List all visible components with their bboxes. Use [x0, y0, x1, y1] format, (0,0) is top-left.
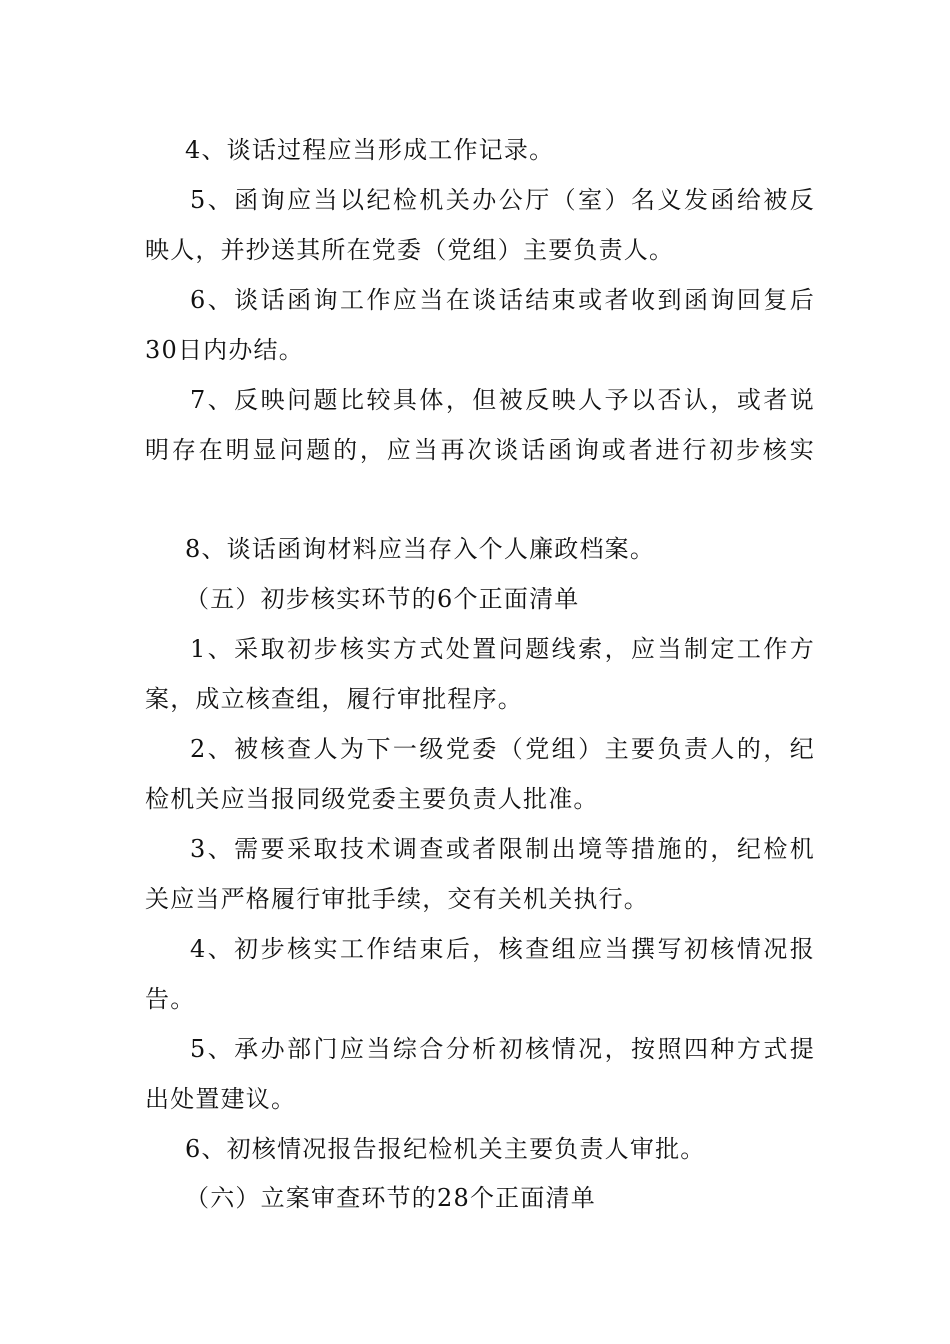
paragraph-line: 3、需要采取技术调查或者限制出境等措施的，纪检机 — [190, 835, 815, 863]
section-heading: （六）立案审查环节的28个正面清单 — [185, 1184, 596, 1212]
section-heading: （五）初步核实环节的6个正面清单 — [185, 585, 580, 613]
paragraph-line: 6、初核情况报告报纪检机关主要负责人审批。 — [185, 1135, 706, 1163]
paragraph-line: 4、初步核实工作结束后，核查组应当撰写初核情况报 — [190, 935, 815, 963]
paragraph-line: 5、函询应当以纪检机关办公厅（室）名义发函给被反 — [190, 186, 815, 214]
paragraph-line: 告。 — [145, 985, 196, 1013]
paragraph-line: 7、反映问题比较具体，但被反映人予以否认，或者说 — [190, 386, 815, 414]
paragraph-line: 检机关应当报同级党委主要负责人批准。 — [145, 785, 599, 813]
paragraph-line: 映人，并抄送其所在党委（党组）主要负责人。 — [145, 236, 675, 264]
paragraph-line: 关应当严格履行审批手续，交有关机关执行。 — [145, 885, 649, 913]
paragraph-line: 30日内办结。 — [145, 336, 304, 364]
paragraph-line: 2、被核查人为下一级党委（党组）主要负责人的，纪 — [190, 735, 815, 763]
paragraph-line: 6、谈话函询工作应当在谈话结束或者收到函询回复后 — [190, 286, 815, 314]
paragraph-line: 明存在明显问题的，应当再次谈话函询或者进行初步核实 — [145, 436, 815, 464]
paragraph-line: 8、谈话函询材料应当存入个人廉政档案。 — [185, 535, 656, 563]
paragraph-line: 出处置建议。 — [145, 1085, 297, 1113]
paragraph-line: 案，成立核查组，履行审批程序。 — [145, 685, 523, 713]
paragraph-line: 1、采取初步核实方式处置问题线索，应当制定工作方 — [190, 635, 815, 663]
paragraph-line: 4、谈话过程应当形成工作记录。 — [185, 136, 555, 164]
paragraph-line: 5、承办部门应当综合分析初核情况，按照四种方式提 — [190, 1035, 815, 1063]
